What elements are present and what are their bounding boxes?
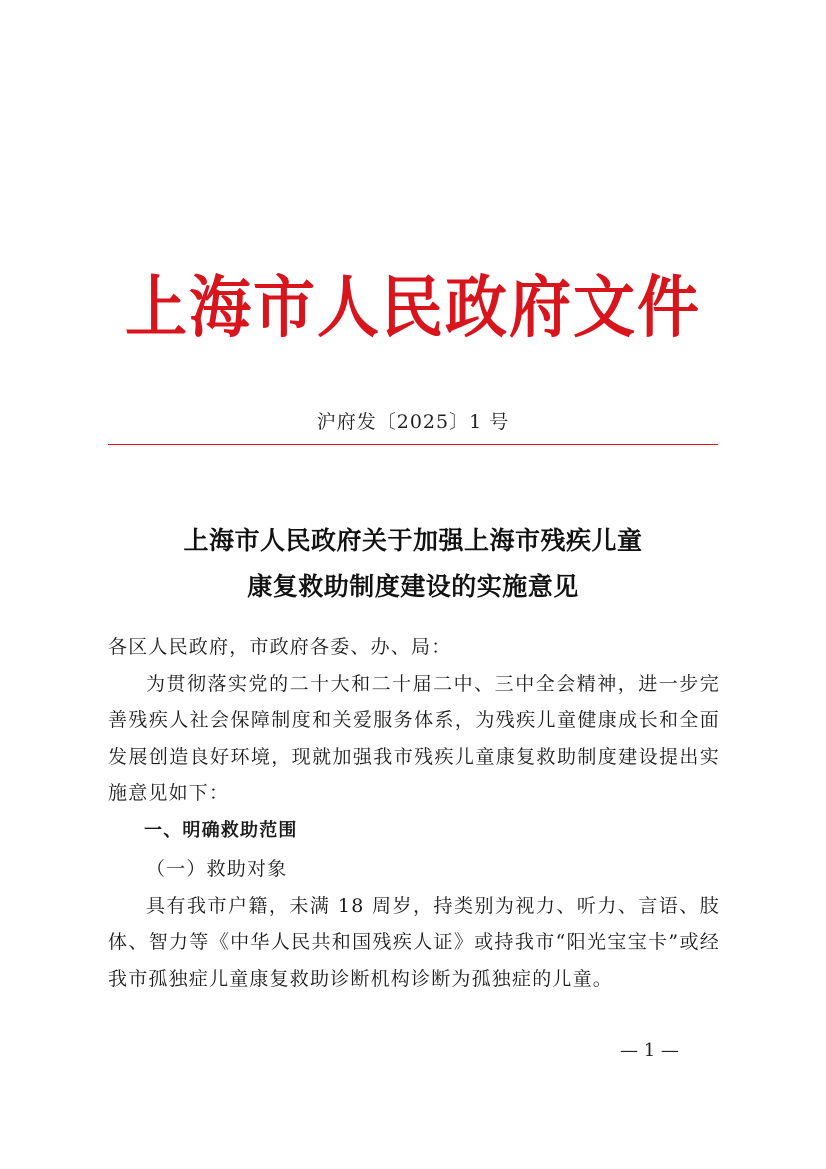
title-line-1: 上海市人民政府关于加强上海市残疾儿童 xyxy=(183,526,643,555)
document-title xyxy=(0,518,826,610)
page-number: — 1 — xyxy=(620,1040,679,1061)
subsection-heading: （一）救助对象 xyxy=(146,857,288,880)
document-masthead: 上海市人民政府文件 xyxy=(124,268,701,347)
subsection-paragraph: 具有我市户籍，未满 18 周岁，持类别为视力、听力、言语、肢体、智力等《中华人民共和国残疾人证》或持我市“阳光宝宝卡”或经我市孤独症儿童康复救助诊断机构诊断为孤独症的儿童。 xyxy=(108,894,720,990)
salutation: 各区人民政府，市政府各委、办、局： xyxy=(108,636,452,658)
title-line-2: 康复救助制度建设的实施意见 xyxy=(247,572,579,601)
red-divider-line xyxy=(108,444,718,445)
document-body xyxy=(108,629,720,997)
document-number: 沪府发〔2025〕1 号 xyxy=(316,411,510,433)
section-heading: 一、明确救助范围 xyxy=(144,819,298,841)
intro-paragraph: 为贯彻落实党的二十大和二十届二中、三中全会精神，进一步完善残疾人社会保障制度和关爱服务体系，为残疾儿童健康成长和全面发展创造良好环境，现就加强我市残疾儿童康复救助制度建设提出实施意见如下： xyxy=(108,672,720,804)
